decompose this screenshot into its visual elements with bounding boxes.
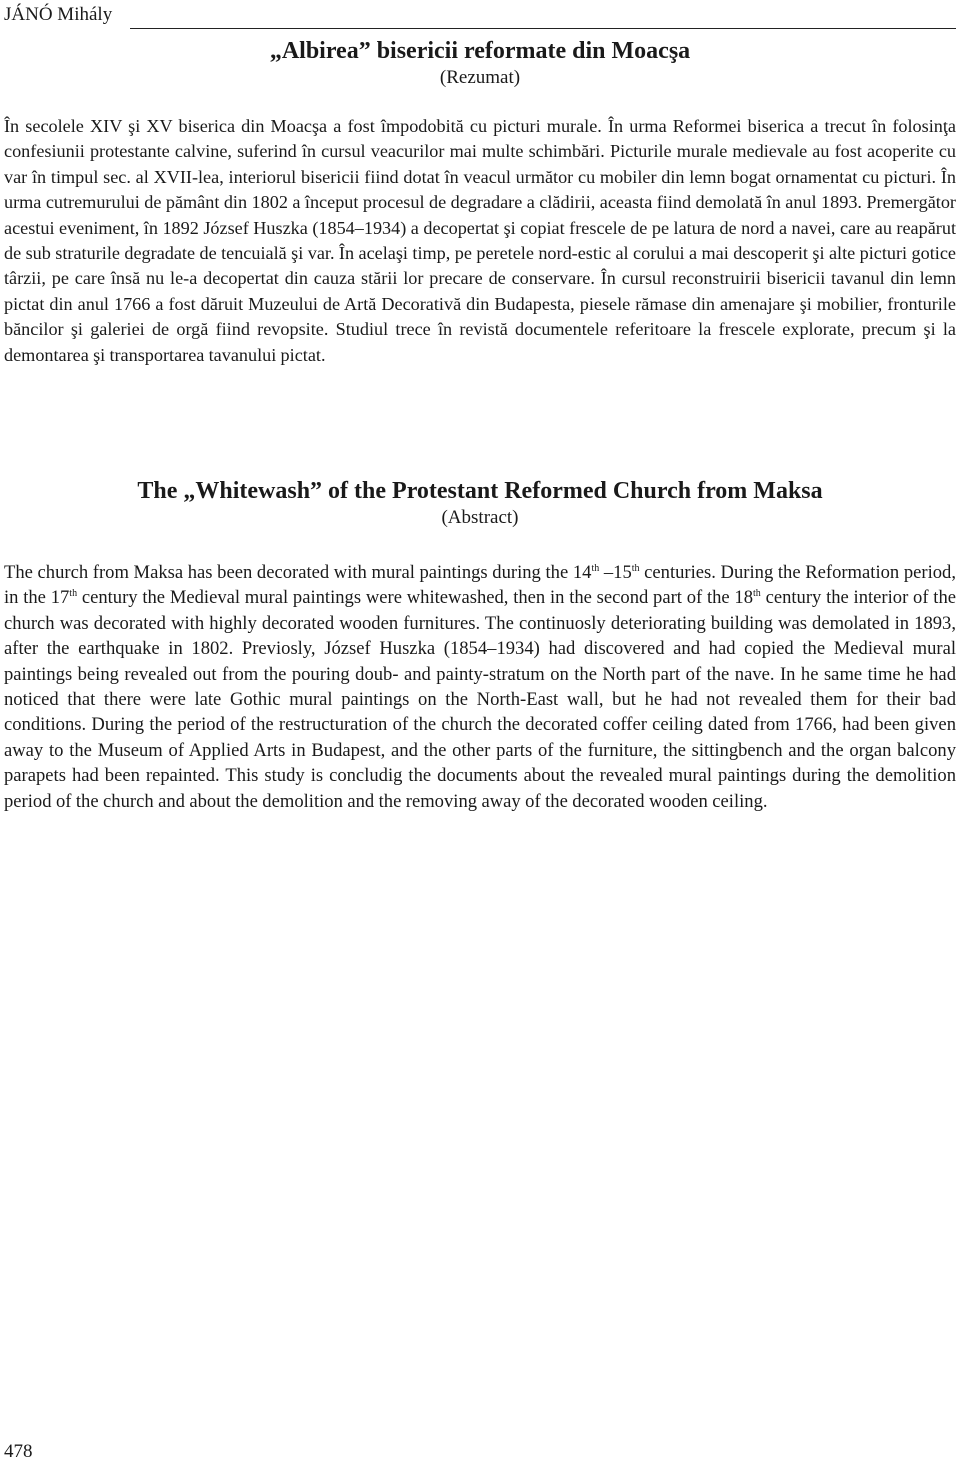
ordinal-suffix-18: th <box>753 588 761 600</box>
english-title: The „Whitewash” of the Protestant Reformed Church from Maksa <box>137 478 823 504</box>
english-abstract <box>4 476 956 814</box>
header-rule <box>130 28 956 29</box>
ordinal-suffix-17: th <box>69 588 78 600</box>
english-body-part-4: century the Medieval mural paintings were whitewashed, then in the second part of the 18 <box>77 587 754 609</box>
running-head-author: JÁNÓ Mihály <box>4 4 113 25</box>
romanian-title: „Albirea” bisericii reformate din Moacşa <box>269 38 691 64</box>
romanian-summary <box>4 36 956 368</box>
english-body-part-3: centuries. During the Reformation period, in the 17 <box>4 562 956 609</box>
english-subtitle: (Abstract) <box>441 507 519 528</box>
english-body-part-1: The church from Maksa has been decorated with mural paintings during the 14 <box>4 562 592 583</box>
english-body <box>4 560 956 814</box>
english-body-part-2: –15 <box>599 562 632 583</box>
page-number: 478 <box>4 1441 33 1462</box>
ordinal-suffix-15: th <box>631 563 640 574</box>
english-body-part-5: century the interior of the church was decorated with highly decorated wooden furnitures. The continuosly deteriorating building was demolated in 1893, after the earthquake in 1802. Previosly, József Huszka (1854–1934) had discovered and had copied the Medieval mural paintings being revealed out from the pouring doub- and painty-stratum on the North part of the nave. In he same time he had noticed that there were late Gothic mural paintings on the North-East wall, but he had not revealed them for their bad conditions. During the period of the restructuration of the church the decorated coffer ceiling dated from 1766, had been given away to the Museum of Applied Arts in Budapest, and the other parts of the furniture, the sittingbench and the organ balcony parapets had been repainted. This study is concludig the documents about the revealed mural paintings during the demolition period of the church and about the demolition and the removing away of the decorated wooden ceiling. <box>4 587 956 812</box>
romanian-subtitle: (Rezumat) <box>439 67 521 88</box>
ordinal-suffix-14: th <box>591 563 600 574</box>
romanian-body: În secolele XIV şi XV biserica din Moacşa a fost împodobită cu picturi murale. În urma Reformei biserica a trecut în folosinţa confesiunii protestante calvine, suferind în cursul veacurilor mai multe schimbări. Picturile murale medievale au fost acoperite cu var în timpul sec. al XVII-lea, interiorul bisericii fiind dotat în veacul următor cu mobiler din lemn bogat ornamentat cu picturi. În urma cutremurului de pământ din 1802 a început procesul de degradare a clădirii, aceasta fiind demolată în anul 1893. Premergător acestui eveniment, în 1892 József Huszka (1854–1934) a decopertat şi copiat frescele de pe latura de nord a navei, care au reapărut de sub straturile degradate de tencuială şi var. În acelaşi timp, pe peretele nord-estic al corului a mai descoperit şi alte picturi gotice târzii, pe care însă nu le-a decopertat din cauza stării lor precare de conservare. În cursul reconstruirii bisericii tavanul din lemn pictat din anul 1766 a fost dăruit Muzeului de Artă Decorativă din Budapesta, piesele rămase din amenajare şi mobilier, fronturile băncilor şi galeriei de orgă fiind revopsite. Studiul trece în revistă documentele referitoare la frescele explorate, precum şi la demontarea şi transportarea tavanului pictat. <box>4 116 956 365</box>
